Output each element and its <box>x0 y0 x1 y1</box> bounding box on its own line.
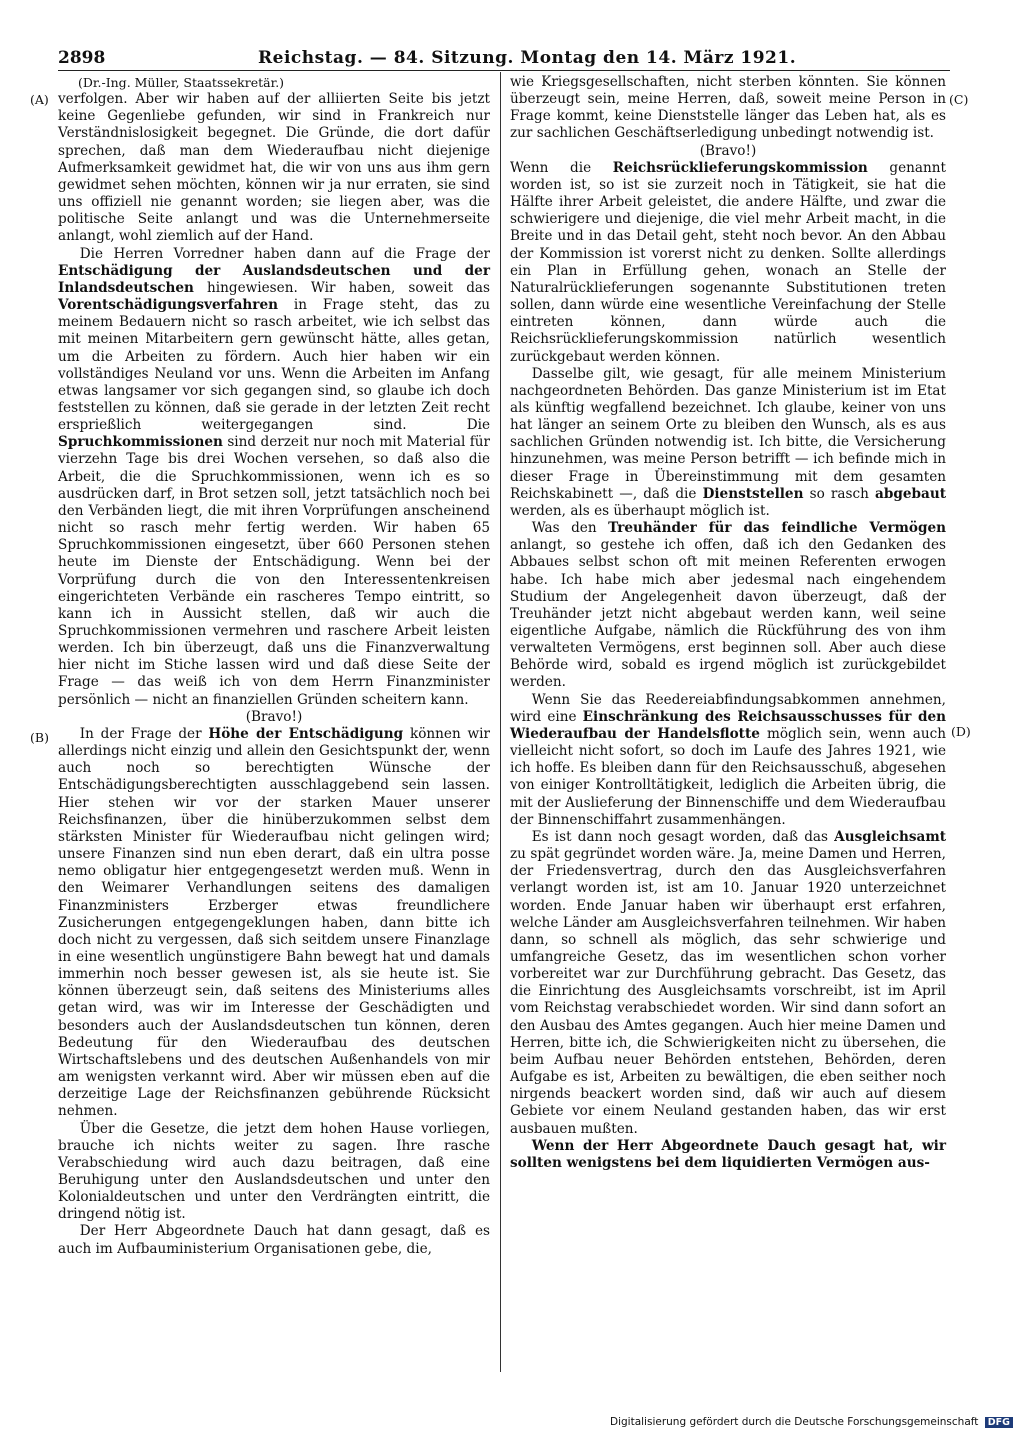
text-run: anlangt, so gestehe ich offen, daß ich den Gedanken des Abbaues selbst schon oft mit meinen Referenten erwogen habe. Ich habe mich aber jedesmal nach eingehendem Studium der Angelegenheit davon überzeugt, daß der Treuhänder jetzt nicht abgebaut werden kann, weil seine eigentliche Aufgabe, nämlich die Rückführung des von ihm verwalteten Vermögens, erst beginnen soll. Aber auch diese Behörde wird, sobald es irgend möglich ist zurückgebildet werden. <box>510 537 946 691</box>
paragraph <box>510 692 946 829</box>
emphasis-term: Vorentschädigungsverfahren <box>58 297 279 314</box>
text-run: zu spät gegründet worden wäre. Ja, meine Damen und Herren, der Friedensvertrag, durch den das Ausgleichsverfahren verlangt worden ist, ist am 10. Januar 1920 unterzeichnet worden. Ende Januar haben wir überhaupt erst erfahren, welche Länder am Ausgleichsverfahren teilnehmen. Wir haben dann, so schnell als möglich, das sehr schwierige und umfangreiche Gesetz, das im wesentlichen schon vorher vorbereitet war zur Durchführung gebracht. Das Gesetz, das die Einrichtung des Ausgleichsamts vorschreibt, ist im April vom Reichstag verabschiedet worden. Wir sind dann sofort an den Ausbau des Amtes gegangen. Auch hier meine Damen und Herren, bitte ich, die Schwierigkeiten nicht zu übersehen, die beim Aufbau neuer Behörden entstehen, Behörden, deren Aufgabe es ist, Arbeiten zu bewältigen, die eben seither noch nirgends beackert worden sind, daß wir auch auf diesem Gebiete vor einem Neuland gestanden haben, das wir erst ausbauen mußten. <box>510 846 946 1137</box>
footer-credit <box>610 1416 1010 1432</box>
emphasis-term: Höhe der Entschädigung <box>208 725 404 742</box>
footer-text: Digitalisierung gefördert durch die Deutsche Forschungsgemeinschaft <box>610 1416 979 1428</box>
header-rule <box>58 70 950 71</box>
margin-marker-c: (C) <box>949 92 969 107</box>
margin-marker-d: (D) <box>951 724 971 739</box>
paragraph: wie Kriegsgesellschaften, nicht sterben könnten. Sie können überzeugt sein, meine Herren, daß, soweit meine Person in Frage kommt, keine Dienststelle länger das Leben hat, als es zur sachlichen Geschäftserledigung unbedingt notwendig ist. <box>510 74 946 142</box>
text-run: möglich sein, wenn auch vielleicht nicht sofort, so doch im Laufe des Jahres 1921, wie ich hoffe. Es bleiben dann für den Reichsausschuß, abgesehen von einiger Kontrolltätigkeit, lediglich die Arbeiten übrig, die mit der Auslieferung der Binnenschiffe und dem Wiederaufbau der Binnenschiffahrt zusammenhängen. <box>510 725 946 828</box>
text-run: Die Herren Vorredner haben dann auf die Frage der <box>79 245 490 262</box>
paragraph <box>58 726 490 1121</box>
paragraph <box>510 520 946 692</box>
emphasis-term: Einschränkung des Reichsausschusses für den Wiederaufbau der Handelsflotte <box>510 708 946 742</box>
emphasis-term: Dienststellen <box>702 485 804 502</box>
text-run: hingewiesen. Wir haben, soweit das <box>193 279 490 296</box>
interjection: (Bravo!) <box>699 142 757 159</box>
text-run: in Frage steht, das zu meinem Bedauern nicht so rasch arbeitet, wie ich selbst das mit meinen Mitarbeitern gern gewünscht hätte, alles getan, um die Arbeiten zu fördern. Auch hier haben wir ein vollständiges Neuland vor uns. Wenn die Arbeiten im Anfang etwas langsamer vor sich gegangen sind, so glaube ich doch feststellen zu können, daß sie gerade in der letzten Zeit recht ersprießlich weitergegangen sind. Die <box>58 297 490 434</box>
text-run: Wenn die <box>510 159 613 176</box>
column-divider <box>500 72 501 1372</box>
text-run: Wenn Sie das Reedereiabfindungsabkommen annehmen, wird eine <box>510 691 946 725</box>
emphasis-term: Ausgleichsamt <box>834 828 946 845</box>
text-run: Es ist dann noch gesagt worden, daß das <box>531 828 835 845</box>
emphasis-term: abgebaut <box>875 485 946 502</box>
text-run: In der Frage der <box>79 725 209 742</box>
paragraph: verfolgen. Aber wir haben auf der alliierten Seite bis jetzt keine Gegenliebe gefunden, wir sind in Frankreich nur Verständnislosigkeit begegnet. Die Gründe, die dort dafür sprechen, daß man dem Wiederaufbau nicht diejenige Aufmerksamkeit gewidmet hat, die wir von uns aus ihm gern gewidmet sehen möchten, können wir ja nur erraten, sie sind uns offiziell nie genannt worden; sie liegen aber, was die politische Seite anlangt und was die Unternehmerseite anlangt, wohl ziemlich auf der Hand. <box>58 91 490 245</box>
text-run: sind derzeit nur noch mit Material für vierzehn Tage bis drei Wochen versehen, so daß also die Arbeit, die die Spruchkommissionen, wenn ich es so ausdrücken darf, in Brot setzen soll, jetzt tatsächlich noch bei den Verbänden liegt, die mit ihren Vorprüfungen anscheinend nicht so rasch mehr fertig werden. Wir haben 65 Spruchkommissionen eingesetzt, über 660 Personen stehen heute im Dienste der Entschädigung. Wenn bei der Vorprüfung durch die von den Interessentenkreisen eingerichteten Verbände ein rascheres Tempo eintritt, so kann ich in Aussicht stellen, daß wir auch die Spruchkommissionen vermehren und raschere Arbeit leisten werden. Ich bin überzeugt, daß uns die Finanzverwaltung hier nicht im Stiche lassen wird und daß diese Seite der Frage — das weiß ich von dem Herrn Finanzminister persönlich — nicht an finanziellen Gründen scheitern kann. <box>58 434 490 708</box>
speaker-line: (Dr.-Ing. Müller, Staatssekretär.) <box>78 75 285 90</box>
text-run: Dasselbe gilt, wie gesagt, für alle meinem Ministerium nachgeordneten Behörden. Das ganze Ministerium ist im Etat als künftig wegfallend bezeichnet. Ich glaube, keiner von uns hat länger an seinem Orte zu bleiben den Wunsch, als es aus sachlichen Gründen notwendig ist. Ich bitte, die Versicherung hinzunehmen, was meine Person betrifft — ich befinde mich in dieser Frage in Übereinstimmung mit dem gesamten Reichskabinett —, daß die <box>510 365 946 502</box>
paragraph: Der Herr Abgeordnete Dauch hat dann gesagt, daß es auch im Aufbauministerium Organisationen gebe, die, <box>58 1223 490 1257</box>
paragraph <box>510 829 946 1138</box>
right-column <box>510 74 946 1374</box>
emphasis-term: Reichsrücklieferungskommission <box>612 159 868 176</box>
paragraph <box>510 366 946 520</box>
text-run: Was den <box>531 520 609 537</box>
interjection: (Bravo!) <box>245 708 303 725</box>
left-column <box>58 74 490 1374</box>
text-run: genannt worden ist, so ist sie zurzeit noch in Tätigkeit, sie hat die Hälfte ihrer Arbeit geleistet, die andere Hälfte, und zwar die schwierigere und diejenige, die viel mehr Arbeit macht, in die Breite und in das Detail geht, steht noch bevor. An den Abbau der Kommission ist vorerst nicht zu denken. Sollte allerdings ein Plan in Erfüllung gehen, wonach an Stelle der Naturalrücklieferungen sogenannte Substitutionen treten sollen, dann würde eine wesentliche Vereinfachung der Stelle eintreten können, dann würde auch die Reichsrücklieferungskommission natürlich wesentlich zurückgebaut werden können. <box>510 159 947 365</box>
emphasis-term: Entschädigung der Auslandsdeutschen und der Inlandsdeutschen <box>58 262 490 296</box>
emphasis-term: Spruchkommissionen <box>58 434 223 451</box>
text-run: können wir allerdings nicht einzig und allein den Gesichtspunkt der, wenn auch noch so berechtigten Wünsche der Entschädigungsberechtigten ausschlaggebend sein lassen. Hier stehen wir vor der starken Mauer unserer Reichsfinanzen, über die hinüberzukommen selbst dem stärksten Minister für Wiederaufbau nicht gelingen wird; unsere Finanzen sind nun eben derart, daß ein ultra posse nemo obligatur hier entgegengesetzt werden muß. Wenn in den Weimarer Verhandlungen seitens des damaligen Finanzministers Erzberger etwas freundlichere Zusicherungen entgegengeklungen haben, dann bitte ich doch nicht zu vergessen, daß sich seitdem unsere Finanzlage in eine wesentlich ungünstigere Bahn bewegt hat und damals immerhin noch besser gewesen ist, als sie heute ist. Sie können überzeugt sein, daß seitens des Ministeriums alles getan wird, was wir im Interesse der Geschädigten und besonders auch der Auslandsdeutschen tun können, deren Bedeutung für den Wiederaufbau des deutschen Wirtschaftslebens und des deutschen Außenhandels von mir am wenigsten verkannt wird. Aber wir müssen eben auf die derzeitige Lage der Reichsfinanzen gebührende Rücksicht nehmen. <box>58 725 490 1120</box>
page-header <box>58 44 958 70</box>
paragraph: Wenn der Herr Abgeordnete Dauch gesagt hat, wir sollten wenigstens bei dem liquidierten Vermögen aus- <box>510 1137 946 1171</box>
emphasis-term: Treuhänder für das feindliche Vermögen <box>608 520 946 537</box>
paragraph <box>510 160 946 366</box>
paragraph: Über die Gesetze, die jetzt dem hohen Hause vorliegen, brauche ich nichts weiter zu sagen. Ihre rasche Verabschiedung wird auch dazu beitragen, daß eine Beruhigung unter den Auslandsdeutschen und unter den Kolonialdeutschen und unter den Verdrängten eintritt, die dringend nötig ist. <box>58 1120 490 1223</box>
text-run: werden, als es überhaupt möglich ist. <box>510 502 770 519</box>
page-number: 2898 <box>58 48 106 68</box>
margin-marker-b: (B) <box>30 730 49 745</box>
margin-marker-a: (A) <box>30 92 49 107</box>
paragraph <box>58 246 490 709</box>
running-title: Reichstag. — 84. Sitzung. Montag den 14. März 1921. <box>258 48 797 68</box>
dfg-logo: DFG <box>985 1417 1013 1428</box>
text-run: so rasch <box>803 485 876 502</box>
